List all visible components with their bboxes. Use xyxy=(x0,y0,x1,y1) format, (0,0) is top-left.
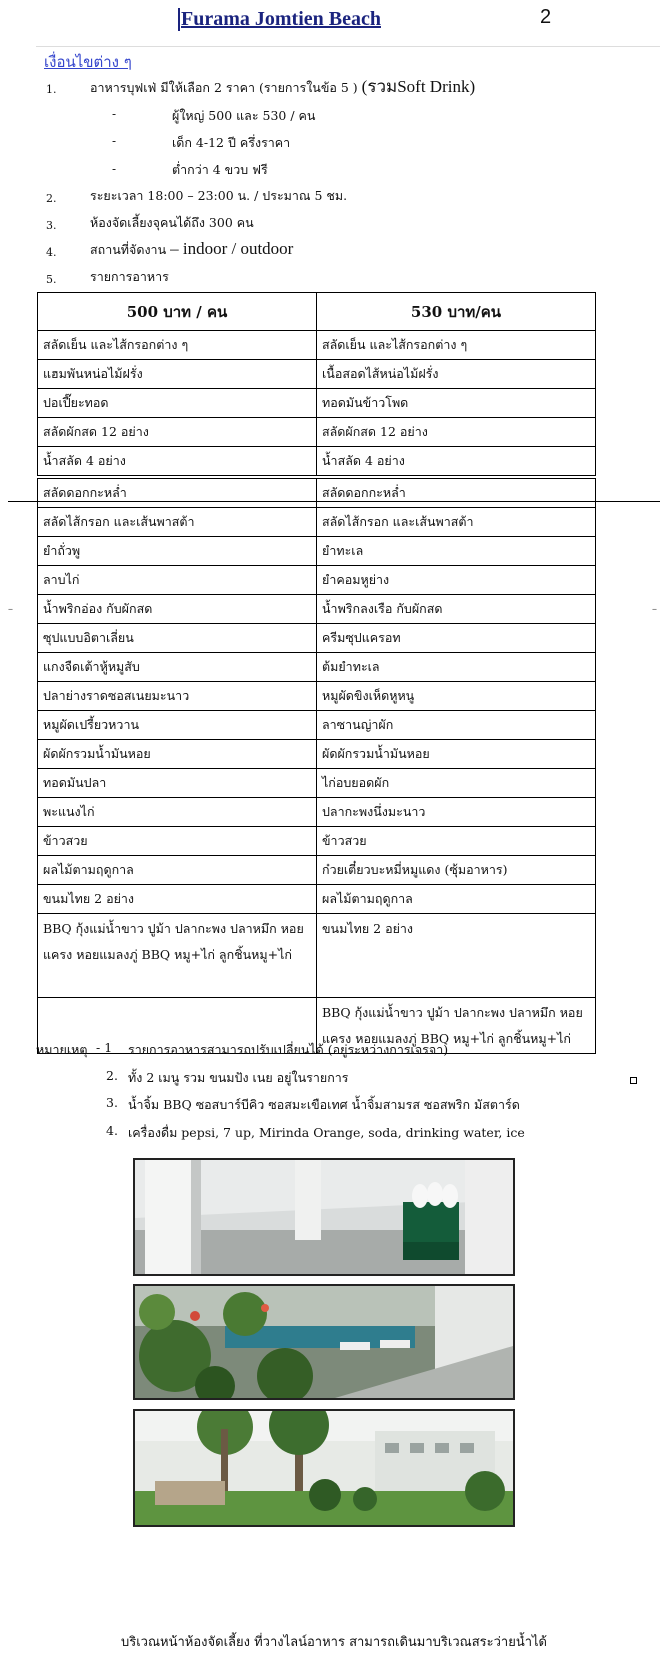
menu-cell: หมูผัดขิงเห็ดหูหนู xyxy=(317,682,596,711)
dessert-cell-right: ขนมไทย 2 อย่าง xyxy=(317,914,596,998)
menu-cell: ผัดผักรวมน้ำมันหอย xyxy=(38,740,317,769)
conditions-heading: เงื่อนไขต่าง ๆ xyxy=(44,53,132,71)
page-number: 2 xyxy=(540,6,552,28)
menu-cell: แกงจืดเต้าหู้หมูสับ xyxy=(38,653,317,682)
photo-corridor xyxy=(133,1158,515,1276)
menu-cell: ปลาย่างราดซอสเนยมะนาว xyxy=(38,682,317,711)
menu-cell: หมูผัดเปรี้ยวหวาน xyxy=(38,711,317,740)
condition-item-1: อาหารบุฟเฟ่ มีให้เลือก 2 ราคา (รายการในข้อ 5 ) (รวมSoft Drink) xyxy=(90,77,476,96)
menu-cell: สลัดผักสด 12 อย่าง xyxy=(38,418,317,447)
bbq-cell-right: BBQ กุ้งแม่น้ำขาว ปูม้า ปลากะพง ปลาหมึก หอยแครง หอยแมลงภู่ BBQ หมู+ไก่ ลูกชิ้นหมู+ไก่ xyxy=(317,998,596,1054)
menu-cell: ก๋วยเตี๋ยวบะหมี่หมูแดง (ซุ้มอาหาร) xyxy=(317,856,596,885)
menu-cell: ลาซานญ่าผัก xyxy=(317,711,596,740)
condition-item-3: ห้องจัดเลี้ยงจุคนได้ถึง 300 คน xyxy=(90,215,254,230)
condition-item-4: สถานที่จัดงาน – indoor / outdoor xyxy=(90,239,294,258)
notes-label: หมายเหตุ xyxy=(36,1042,88,1057)
menu-cell: ต้มยำทะเล xyxy=(317,653,596,682)
menu-cell: สลัดผักสด 12 อย่าง xyxy=(317,418,596,447)
menu-cell: สลัดไส้กรอก และเส้นพาสต้า xyxy=(38,508,317,537)
photo-building-lawn xyxy=(133,1409,515,1527)
menu-cell: ยำคอมหูย่าง xyxy=(317,566,596,595)
menu-cell: ขนมไทย 2 อย่าง xyxy=(38,885,317,914)
menu-cell: ยำทะเล xyxy=(317,537,596,566)
menu-cell: น้ำสลัด 4 อย่าง xyxy=(317,447,596,476)
menu-cell: สลัดเย็น และไส้กรอกต่าง ๆ xyxy=(317,331,596,360)
menu-cell: ข้าวสวย xyxy=(38,827,317,856)
bbq-cell-left: BBQ กุ้งแม่น้ำขาว ปูม้า ปลากะพง ปลาหมึก หอยแครง หอยแมลงภู่ BBQ หมู+ไก่ ลูกชิ้นหมู+ไก่ xyxy=(38,914,317,998)
menu-cell: ไก่อบยอดผัก xyxy=(317,769,596,798)
note-3-number: 3. xyxy=(106,1095,118,1110)
margin-marker-right: – xyxy=(652,604,657,615)
menu-cell: พะแนงไก่ xyxy=(38,798,317,827)
note-1-number: - 1 xyxy=(96,1040,113,1055)
item-1-number: 1. xyxy=(46,83,57,96)
condition-item-5: รายการอาหาร xyxy=(90,269,169,284)
menu-cell: ยำถั่วพู xyxy=(38,537,317,566)
menu-table-bottom xyxy=(37,478,596,1054)
menu-cell: สลัดดอกกะหล่ำ xyxy=(317,479,596,508)
menu-cell: ทอดมันปลา xyxy=(38,769,317,798)
sub-item-children: เด็ก 4-12 ปี ครึ่งราคา xyxy=(172,135,291,150)
menu-cell: เนื้อสอดไส้หน่อไม้ฝรั่ง xyxy=(317,360,596,389)
item-4-number: 4. xyxy=(46,246,57,259)
note-4: เครื่องดื่ม pepsi, 7 up, Mirinda Orange, soda, drinking water, ice xyxy=(128,1125,525,1140)
note-4-number: 4. xyxy=(106,1123,118,1138)
sub-item-3-dash: - xyxy=(112,162,117,176)
menu-cell: น้ำพริกอ่อง กับผักสด xyxy=(38,595,317,624)
sub-item-1-dash: - xyxy=(112,107,117,121)
margin-marker-left: – xyxy=(8,604,13,615)
sub-item-infants: ต่ำกว่า 4 ขวบ ฟรี xyxy=(172,162,268,177)
menu-cell: ปลากะพงนึ่งมะนาว xyxy=(317,798,596,827)
item-3-number: 3. xyxy=(46,219,57,232)
menu-cell: ปอเปี๊ยะทอด xyxy=(38,389,317,418)
menu-cell: แฮมพันหน่อไม้ฝรั่ง xyxy=(38,360,317,389)
top-divider xyxy=(36,46,660,47)
menu-cell: ทอดมันข้าวโพด xyxy=(317,389,596,418)
menu-cell: ครีมซุปแครอท xyxy=(317,624,596,653)
menu-table-top xyxy=(37,292,596,476)
table-resize-handle[interactable] xyxy=(630,1077,637,1084)
photo-pool-garden xyxy=(133,1284,515,1400)
note-3: น้ำจิ้ม BBQ ซอสบาร์บีคิว ซอสมะเขือเทศ น้ำจิ้มสามรส ซอสพริก มัสตาร์ด xyxy=(128,1097,520,1112)
menu-cell: น้ำสลัด 4 อย่าง xyxy=(38,447,317,476)
sub-item-2-dash: - xyxy=(112,134,117,148)
item-2-number: 2. xyxy=(46,192,57,205)
menu-cell: ผัดผักรวมน้ำมันหอย xyxy=(317,740,596,769)
menu-cell: น้ำพริกลงเรือ กับผักสด xyxy=(317,595,596,624)
note-1: รายการอาหารสามารถปรับเปลี่ยนได้ (อยู่ระหว่างการเจรจา) xyxy=(128,1042,449,1057)
note-2-number: 2. xyxy=(106,1068,118,1083)
menu-cell: ผลไม้ตามฤดูกาล xyxy=(38,856,317,885)
menu-cell: ลาบไก่ xyxy=(38,566,317,595)
header-530-baht: 530 บาท/คน xyxy=(317,293,596,331)
menu-cell: ข้าวสวย xyxy=(317,827,596,856)
menu-cell: สลัดดอกกะหล่ำ xyxy=(38,479,317,508)
item-5-number: 5. xyxy=(46,273,57,286)
menu-cell: ผลไม้ตามฤดูกาล xyxy=(317,885,596,914)
condition-item-2: ระยะเวลา 18:00 – 23:00 น. / ประมาณ 5 ชม. xyxy=(90,188,348,203)
photo-caption: บริเวณหน้าห้องจัดเลี้ยง ที่วางไลน์อาหาร สามารถเดินมาบริเวณสระว่ายน้ำได้ xyxy=(120,1635,547,1650)
document-title: Furama Jomtien Beach xyxy=(178,8,381,31)
note-2: ทั้ง 2 เมนู รวม ขนมปัง เนย อยู่ในรายการ xyxy=(128,1070,349,1085)
sub-item-adults: ผู้ใหญ่ 500 และ 530 / คน xyxy=(172,108,316,123)
menu-cell: สลัดไส้กรอก และเส้นพาสต้า xyxy=(317,508,596,537)
header-500-baht: 500 บาท / คน xyxy=(38,293,317,331)
menu-cell: ซุปแบบอิตาเลี่ยน xyxy=(38,624,317,653)
menu-cell: สลัดเย็น และไส้กรอกต่าง ๆ xyxy=(38,331,317,360)
